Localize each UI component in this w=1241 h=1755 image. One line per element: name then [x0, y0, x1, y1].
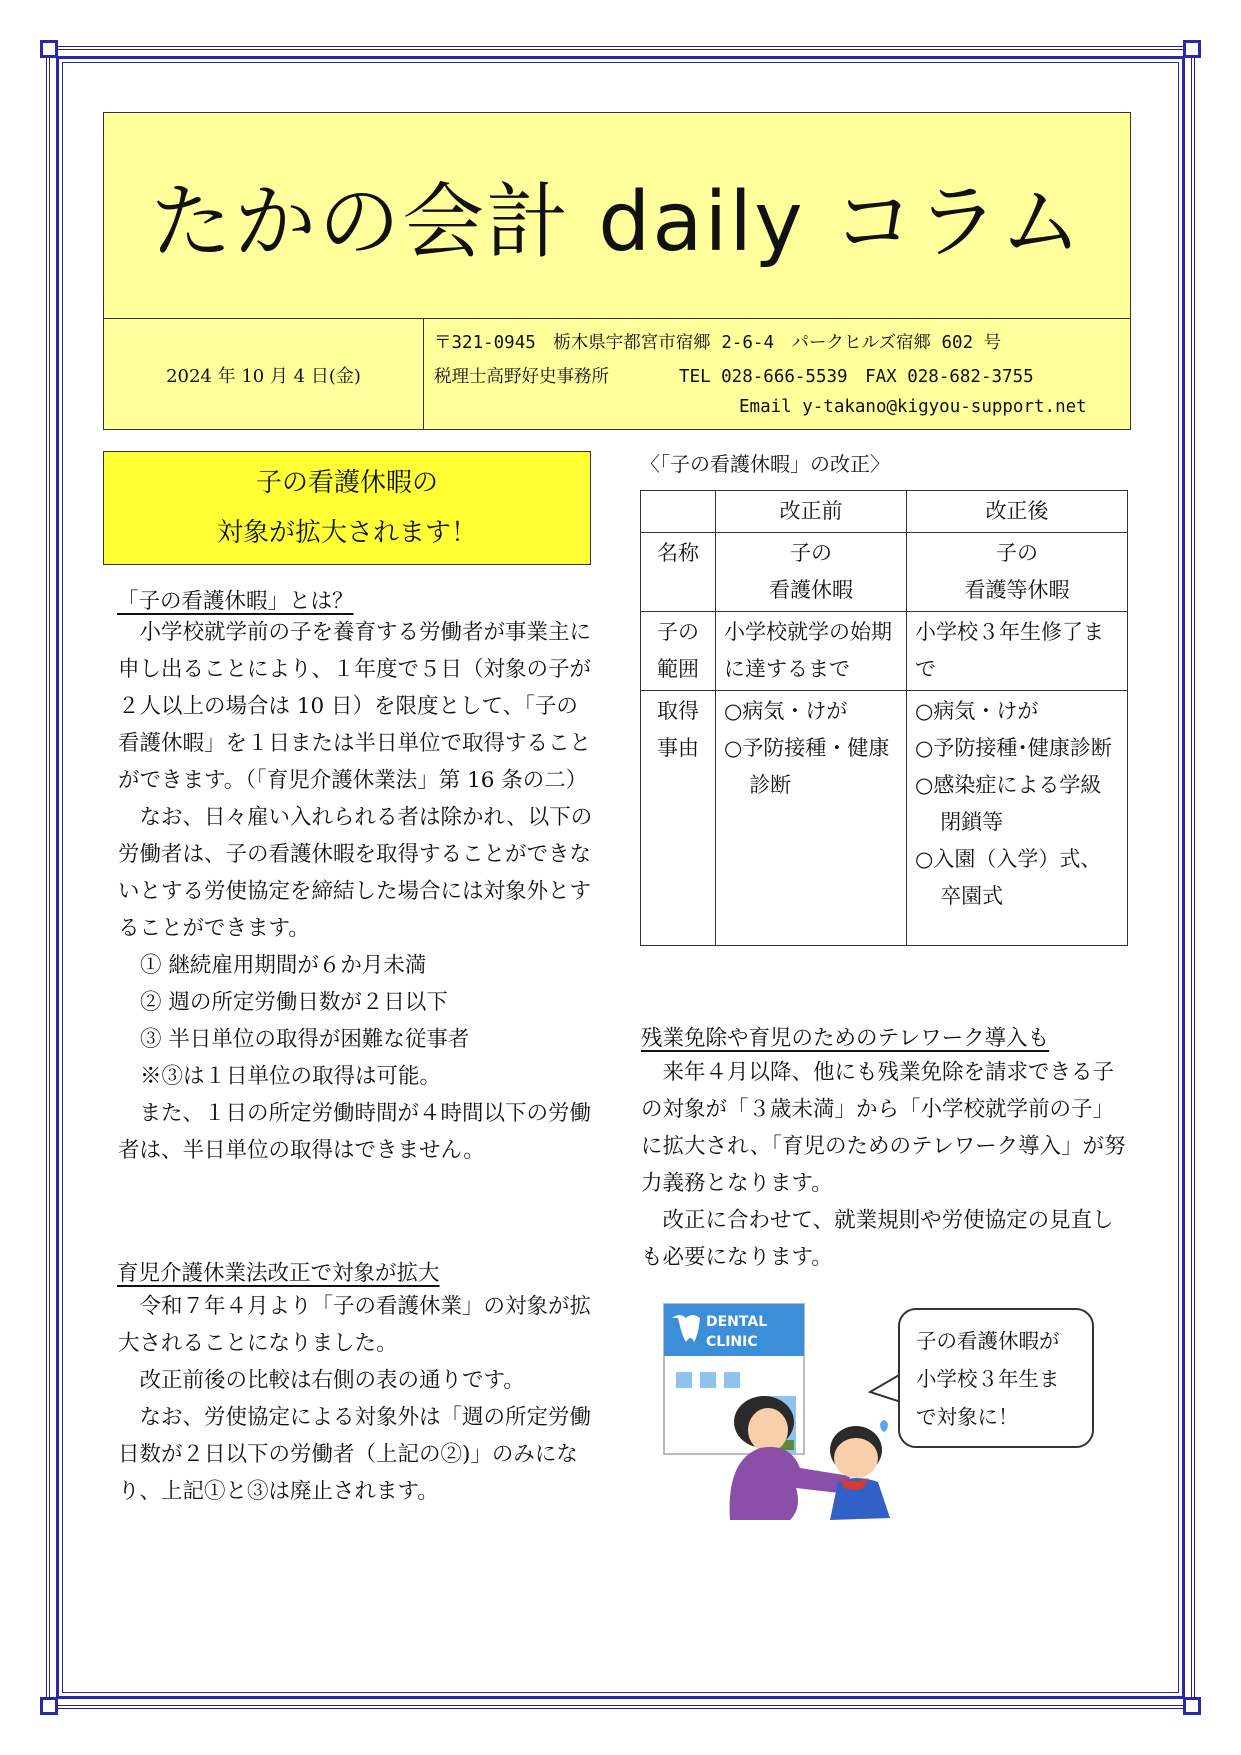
cell-line: ○感染症による学級閉鎖等 — [915, 773, 1102, 834]
cell-line: 事由 — [657, 736, 699, 760]
bubble-line: 子の看護休暇が — [916, 1329, 1060, 1353]
frame-corner — [1183, 40, 1201, 58]
cell-line: ○予防接種･健康診断 — [915, 736, 1112, 760]
cell-line: ○病気・けが — [724, 699, 848, 723]
table-row — [641, 612, 1128, 691]
paragraph: なお、労使協定による対象外は「週の所定労働日数が２日以下の労働者（上記の②)」のみになり、上記①と③は廃止されます。 — [118, 1405, 592, 1504]
paragraph: 改正に合わせて、就業規則や労使協定の見直しも必要になります。 — [641, 1208, 1114, 1270]
paragraph: 来年４月以降、他にも残業免除を請求できる子の対象が「３歳未満」から「小学校就学前の子」に拡大され、「育児のためのテレワーク導入」が努力義務となります。 — [641, 1060, 1126, 1196]
cell-line: 取得 — [657, 699, 699, 723]
topic-banner — [103, 451, 591, 565]
frame-corner — [40, 1697, 58, 1715]
table-row — [641, 533, 1128, 612]
newsletter-header — [103, 112, 1131, 430]
frame-corner — [40, 40, 58, 58]
cell-after — [907, 533, 1128, 612]
section-heading-what-is: 「子の看護休暇」とは？ — [117, 589, 354, 614]
cell-before — [716, 691, 907, 946]
list-item: ③ 半日単位の取得が困難な従事者 — [140, 1027, 470, 1052]
cell-before: 小学校就学の始期に達するまで — [716, 612, 907, 691]
revision-table — [640, 490, 1128, 946]
column-header-after: 改正後 — [907, 491, 1128, 533]
table-caption: 〈「子の看護休暇」の改正〉 — [640, 452, 890, 476]
table-row — [641, 691, 1128, 946]
row-label-scope — [641, 612, 716, 691]
list-item: ② 週の所定労働日数が２日以下 — [140, 990, 448, 1015]
table-header-row — [641, 491, 1128, 533]
row-label-name: 名称 — [641, 533, 716, 612]
paragraph: なお、日々雇い入れられる者は除かれ、以下の労働者は、子の看護休暇を取得することができないとする労使協定を締結した場合には対象外とすることができます。 — [118, 805, 593, 941]
section-heading-telework: 残業免除や育児のためのテレワーク導入も — [641, 1026, 1050, 1051]
table-corner-cell — [641, 491, 716, 533]
section-body-revision — [118, 1288, 596, 1510]
bubble-line: で対象に！ — [916, 1405, 1019, 1429]
topic-line-2: 対象が拡大されます！ — [216, 518, 477, 548]
clinic-sign-line-1: DENTAL — [706, 1314, 768, 1330]
clinic-sign-line-2: CLINIC — [706, 1334, 758, 1350]
topic-line-1: 子の看護休暇の — [255, 468, 438, 498]
office-address: 〒321-0945 栃木県宇都宮市宿郷 2-6-4 パークヒルズ宿郷 602 号 — [434, 333, 1002, 353]
column-header-before: 改正前 — [716, 491, 907, 533]
cell-line: 子の — [657, 620, 699, 644]
cell-line: ○入園（入学）式、卒園式 — [915, 847, 1102, 908]
note: ※③は１日単位の取得は可能。 — [140, 1064, 442, 1089]
header-info-row — [104, 318, 1130, 430]
paragraph: 改正前後の比較は右側の表の通りです。 — [139, 1368, 525, 1393]
cell-line: 子の — [996, 541, 1038, 565]
list-item: ① 継続雇用期間が６か月未満 — [140, 953, 427, 978]
paragraph: 小学校就学前の子を養育する労働者が事業主に申し出ることにより、１年度で５日（対象の子が２人以上の場合は 10 日）を限度として、「子の看護休暇」を１日または半日単位で取得することができます。（「育児介護休業法」第 16 条の二） — [118, 620, 592, 793]
newsletter-title: たかの会計 daily コラム — [150, 175, 1084, 270]
cell-after — [907, 691, 1128, 946]
section-heading-revision: 育児介護休業法改正で対象が拡大 — [117, 1261, 440, 1286]
cell-line: 看護等休暇 — [964, 578, 1070, 602]
issue-date: 2024 年 10 月 4 日(金) — [104, 319, 424, 430]
cell-before — [716, 533, 907, 612]
cell-line: 子の — [790, 541, 832, 565]
speech-bubble-tail — [868, 1372, 902, 1406]
cell-line: ○予防接種・健康診断 — [724, 736, 890, 797]
row-label-reason — [641, 691, 716, 946]
section-body-telework — [641, 1054, 1127, 1276]
office-contact: 税理士高野好史事務所 TEL 028-666-5539 FAX 028-682-3755 — [434, 367, 1034, 387]
speech-bubble — [898, 1308, 1094, 1448]
paragraph: 令和７年４月より「子の看護休業」の対象が拡大されることになりました。 — [118, 1294, 592, 1356]
frame-corner — [1183, 1697, 1201, 1715]
section-body-what-is — [118, 614, 596, 1169]
cell-line: ○病気・けが — [915, 699, 1039, 723]
paragraph: また、１日の所定労働時間が４時間以下の労働者は、半日単位の取得はできません。 — [118, 1101, 592, 1163]
dental-clinic-illustration — [660, 1300, 910, 1520]
cell-line: 範囲 — [657, 657, 699, 681]
office-email: Email y-takano@kigyou-support.net — [739, 397, 1087, 417]
bubble-line: 小学校３年生ま — [916, 1367, 1060, 1391]
cell-after: 小学校３年生修了まで — [907, 612, 1128, 691]
cell-line: 看護休暇 — [769, 578, 853, 602]
